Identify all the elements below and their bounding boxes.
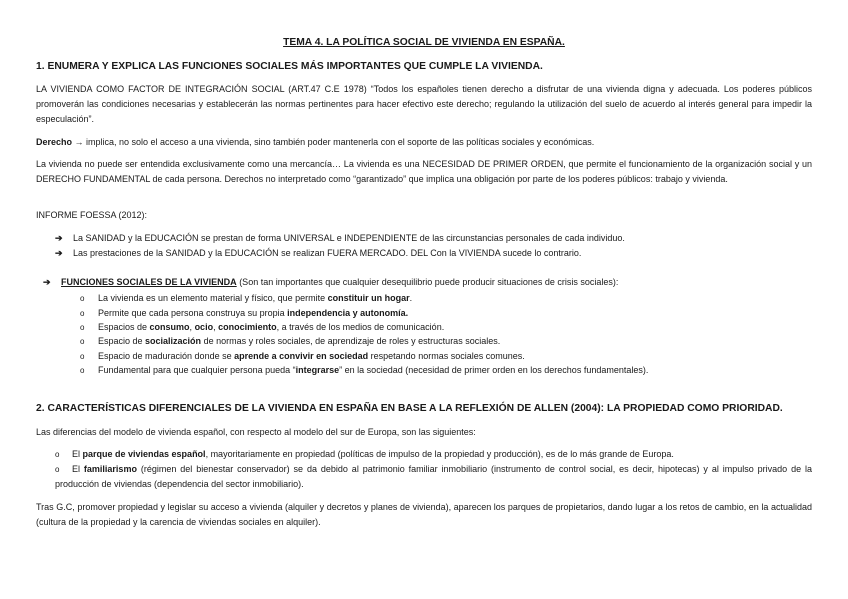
foessa-label: INFORME FOESSA (2012): [36,210,148,220]
list-item [80,291,412,306]
bullet-icon: o [55,450,60,459]
section-2-heading: 2. CARACTERÍSTICAS DIFERENCIALES DE LA VIVIENDA EN ESPAÑA EN BASE A LA REFLEXIÓN DE ALLEN (2004): LA PROPIEDAD COMO PRIORIDAD. [36,403,783,414]
bullet-icon: o [80,294,85,303]
item-bold: socialización [145,336,202,346]
derecho-text: → implica, no solo el acceso a una vivienda, sino también poder mantenerla con el soporte de las políticas sociales y económicas. [72,137,595,147]
item-text: El [72,464,84,474]
paragraph-derecho [36,135,812,150]
list-item [80,363,648,378]
item-bold: ocio [194,322,214,332]
bullet-icon: o [80,337,85,346]
item-bold: constituir un hogar [327,293,410,303]
arrow-right-icon: ➔ [55,248,63,258]
item-text: , [213,322,219,332]
item-text: . [409,293,413,303]
paragraph-necesidad: La vivienda no puede ser entendida exclusivamente como una mercancía… La vivienda es una NECESIDAD DE PRIMER ORDEN, que permite el funcionamiento de la organización social y un DERECHO FUNDAMENTAL de cada persona. Derechos no interpretado como “garantizado” que implica una obligación por parte de los poderes públicos: trabajo y vivienda. [36,159,812,184]
item-text: Espacio de maduración donde se [98,351,235,361]
item-text: El [72,449,83,459]
item-text: respetando normas sociales comunes. [368,351,525,361]
arrow-item-text: La SANIDAD y la EDUCACIÓN se prestan de forma UNIVERSAL e INDEPENDIENTE de las circunstancias personales de cada individuo. [73,233,625,243]
list-item [55,462,812,492]
item-text: , mayoritariamente en propiedad (políticas de impulso de la propiedad y producción), es de lo más grande de Europa. [205,449,674,459]
funciones-label: FUNCIONES SOCIALES DE LA VIVIENDA [61,277,237,287]
arrow-right-icon: ➔ [43,277,51,287]
section-1-heading: 1. ENUMERA Y EXPLICA LAS FUNCIONES SOCIALES MÁS IMPORTANTES QUE CUMPLE LA VIVIENDA. [36,61,543,72]
item-text: , [189,322,195,332]
item-text: (régimen del bienestar conservador) se da debido al patrimonio familiar inmobiliario (instrumento de control social, es decir, hipotecas) y al impulso privado de la producción de viviendas (dependencia del sector inmobiliario). [55,464,812,489]
item-text: de normas y roles sociales, de aprendizaje de roles y estructuras sociales. [201,336,501,346]
item-bold: integrarse [295,365,340,375]
item-text: Espacios de [98,322,150,332]
list-item [80,320,444,335]
document-title: TEMA 4. LA POLÍTICA SOCIAL DE VIVIENDA EN ESPAÑA. [283,37,565,48]
item-bold: independencia y autonomía. [287,308,409,318]
item-text: La vivienda es un elemento material y físico, que permite [98,293,328,303]
item-bold: parque de viviendas español [82,449,206,459]
item-text: , a través de los medios de comunicación. [276,322,445,332]
bullet-icon: o [80,323,85,332]
bullet-icon: o [80,309,85,318]
paragraph-art47: LA VIVIENDA COMO FACTOR DE INTEGRACIÓN SOCIAL (ART.47 C.E 1978) “Todos los españoles tienen derecho a disfrutar de una vivienda digna y adecuada. Los poderes públicos promoverán las condiciones necesarias y establecerán las normas pertinentes para hacer efectivo este derecho; regulando la utilización del suelo de acuerdo al interés general para impedir la especulación”. [36,84,812,124]
derecho-term: Derecho [36,137,73,147]
list-item [55,447,812,462]
bullet-icon: o [80,366,85,375]
arrow-item-1 [55,231,625,246]
funciones-text: (Son tan importantes que cualquier desequilibrio puede producir situaciones de crisis sociales): [236,277,619,287]
list-item [80,334,500,349]
bullet-icon: o [55,465,60,474]
arrow-right-icon: ➔ [55,233,63,243]
arrow-item-2 [55,246,581,261]
item-bold: conocimiento [218,322,277,332]
item-bold: familiarismo [83,464,137,474]
closing-paragraph: Tras G.C, promover propiedad y legislar su acceso a vivienda (alquiler y decretos y planes de vivienda), aparecen los parques de propietarios, dando lugar a los retos de cambio, en la actualidad (cultura de la propiedad y la carencia de viviendas sociales en alquiler). [36,502,812,527]
item-text: Fundamental para que cualquier persona pueda “ [98,365,296,375]
item-text: Espacio de [98,336,146,346]
item-bold: consumo [149,322,190,332]
item-text: ” en la sociedad (necesidad de primer orden en los derechos fundamentales). [339,365,649,375]
list-item [80,306,408,321]
bullet-icon: o [80,352,85,361]
funciones-heading [43,275,618,290]
section-2-intro: Las diferencias del modelo de vivienda español, con respecto al modelo del sur de Europa, son las siguientes: [36,427,476,437]
item-bold: aprende a convivir en sociedad [234,351,369,361]
arrow-item-text: Las prestaciones de la SANIDAD y la EDUCACIÓN se realizan FUERA MERCADO. DEL Con la VIVIENDA sucede lo contrario. [73,248,582,258]
item-text: Permite que cada persona construya su propia [98,308,288,318]
list-item [80,349,525,364]
